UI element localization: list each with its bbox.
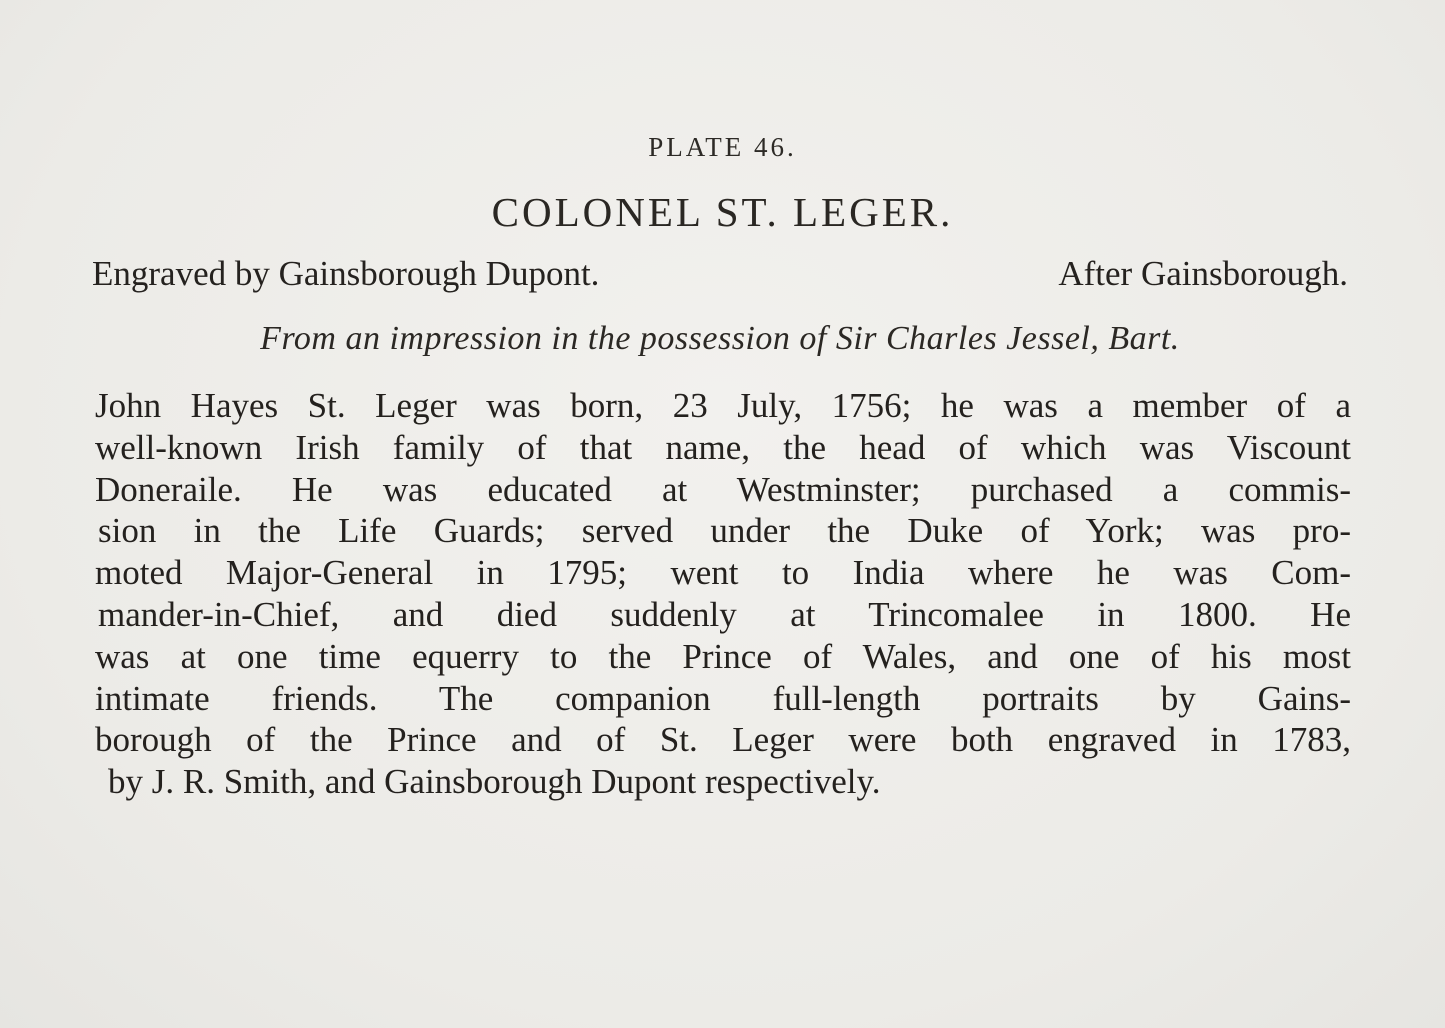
provenance-note: From an impression in the possession of Sir Charles Jessel, Bart. [260, 320, 1180, 357]
body-line: John Hayes St. Leger was born, 23 July, 1756; he was a member of a [95, 386, 1351, 425]
body-line: Doneraile. He was educated at Westminster; purchased a commis- [95, 469, 1351, 509]
body-paragraph [95, 385, 1351, 803]
plate-number: PLATE 46. [648, 132, 797, 162]
body-line: moted Major-General in 1795; went to India where he was Com- [95, 553, 1351, 593]
plate-title: COLONEL ST. LEGER. [491, 189, 954, 235]
body-line: sion in the Life Guards; served under the Duke of York; was pro- [98, 511, 1351, 551]
body-line: borough of the Prince and of St. Leger were both engraved in 1783, [95, 720, 1351, 760]
body-line: by J. R. Smith, and Gainsborough Dupont respectively. [108, 762, 881, 802]
credits-line [92, 254, 1348, 294]
body-line: was at one time equerry to the Prince of Wales, and one of his most [95, 636, 1351, 676]
body-line: mander-in-Chief, and died suddenly at Trincomalee in 1800. He [98, 594, 1351, 634]
painter-credit: After Gainsborough. [1058, 254, 1348, 293]
engraver-credit: Engraved by Gainsborough Dupont. [92, 254, 600, 293]
body-line: intimate friends. The companion full-length portraits by Gains- [95, 678, 1351, 718]
body-line: well-known Irish family of that name, the head of which was Viscount [95, 427, 1351, 467]
